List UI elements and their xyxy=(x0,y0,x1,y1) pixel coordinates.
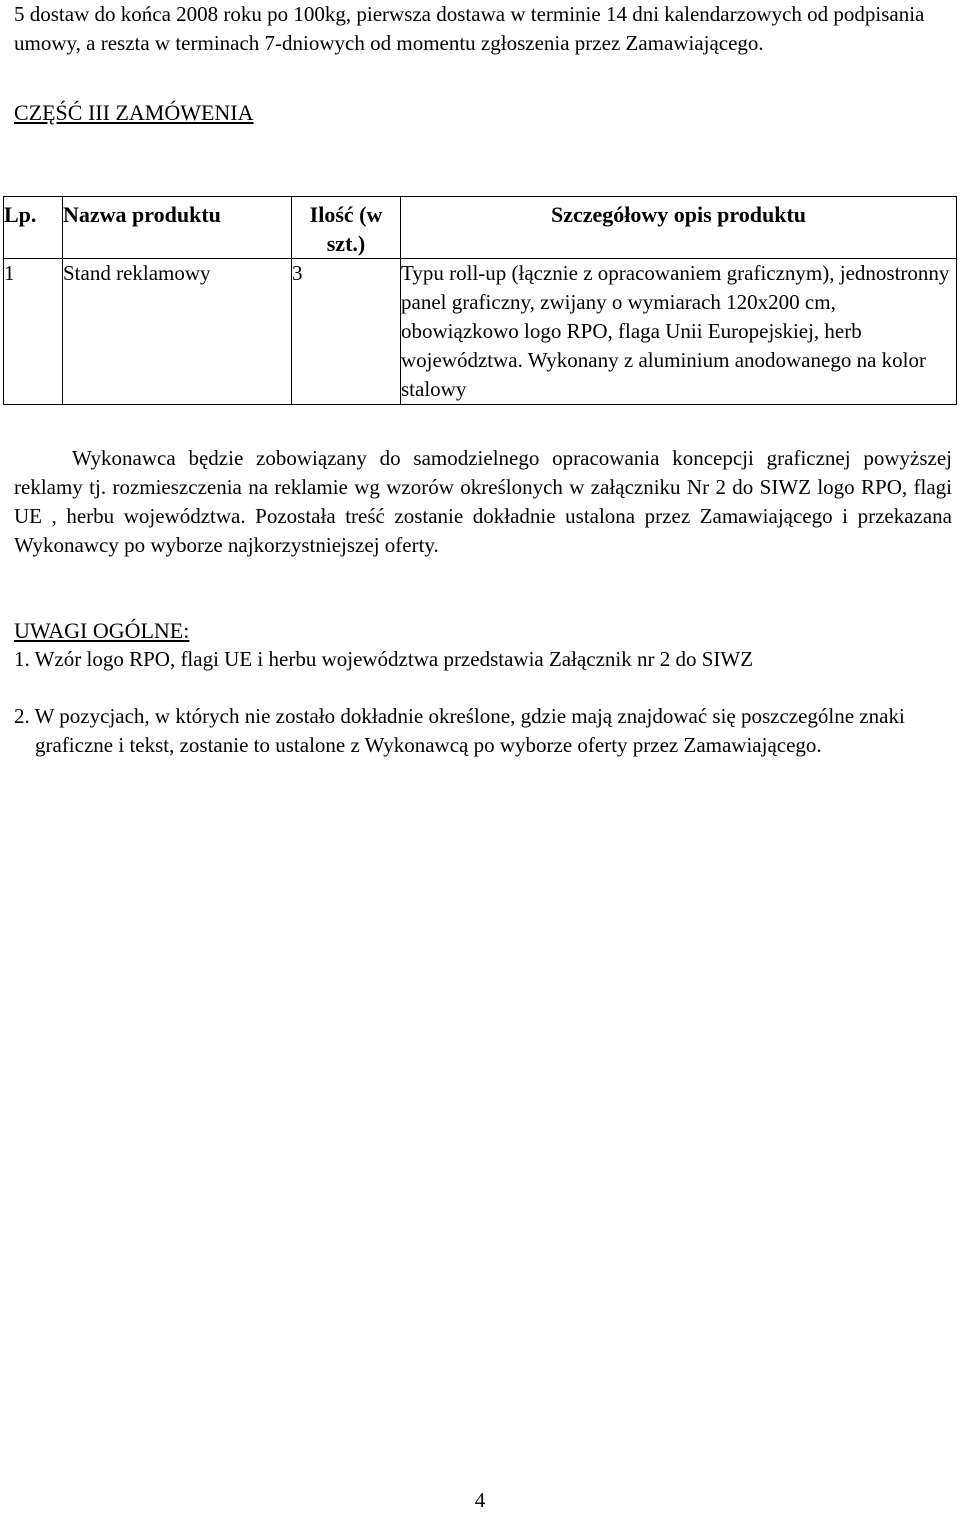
header-lp: Lp. xyxy=(4,197,63,259)
cell-quantity: 3 xyxy=(292,259,401,405)
cell-product-name: Stand reklamowy xyxy=(63,259,292,405)
notes-heading: UWAGI OGÓLNE: xyxy=(14,618,190,643)
document-page xyxy=(4,0,956,757)
page-number: 4 xyxy=(474,1488,486,1512)
cell-description: Typu roll-up (łącznie z opracowaniem graficznym), jednostronny panel graficzny, zwijany o wymiarach 120x200 cm, obowiązkowo logo RPO, flaga Unii Europejskiej, herb województwa. Wykonany z aluminium anodowanego na kolor stalowy xyxy=(401,259,957,405)
section-heading: CZĘŚĆ III ZAMÓWENIA xyxy=(14,100,254,125)
table-header-row xyxy=(4,197,957,259)
header-description: Szczegółowy opis produktu xyxy=(401,197,957,259)
table-row xyxy=(4,259,957,405)
body-paragraph: Wykonawca będzie zobowiązany do samodzielnego opracowania koncepcji graficznej powyższej reklamy tj. rozmieszczenia na reklamie wg wzorów określonych w załączniku Nr 2 do SIWZ logo RPO, flagi UE , herbu województwa. Pozostała treść zostanie dokładnie ustalona przez Zamawiającego i przekazana Wykonawcy po wyborze najkorzystniejszej oferty. xyxy=(14,446,952,557)
header-product-name: Nazwa produktu xyxy=(63,197,292,259)
intro-paragraph: 5 dostaw do końca 2008 roku po 100kg, pierwsza dostawa w terminie 14 dni kalendarzowych od podpisania umowy, a reszta w terminach 7-dniowych od momentu zgłoszenia przez Zamawiającego. xyxy=(14,2,925,55)
note-item-1: 1. Wzór logo RPO, flagi UE i herbu województwa przedstawia Załącznik nr 2 do SIWZ xyxy=(14,647,754,671)
header-quantity: Ilość (w szt.) xyxy=(292,197,401,259)
products-table xyxy=(3,196,957,405)
cell-lp: 1 xyxy=(4,259,63,405)
note-item-2: 2. W pozycjach, w których nie zostało dokładnie określone, gdzie mają znajdować się poszczególne znaki graficzne i tekst, zostanie to ustalone z Wykonawcą po wyborze oferty przez Zamawiającego. xyxy=(14,704,905,757)
